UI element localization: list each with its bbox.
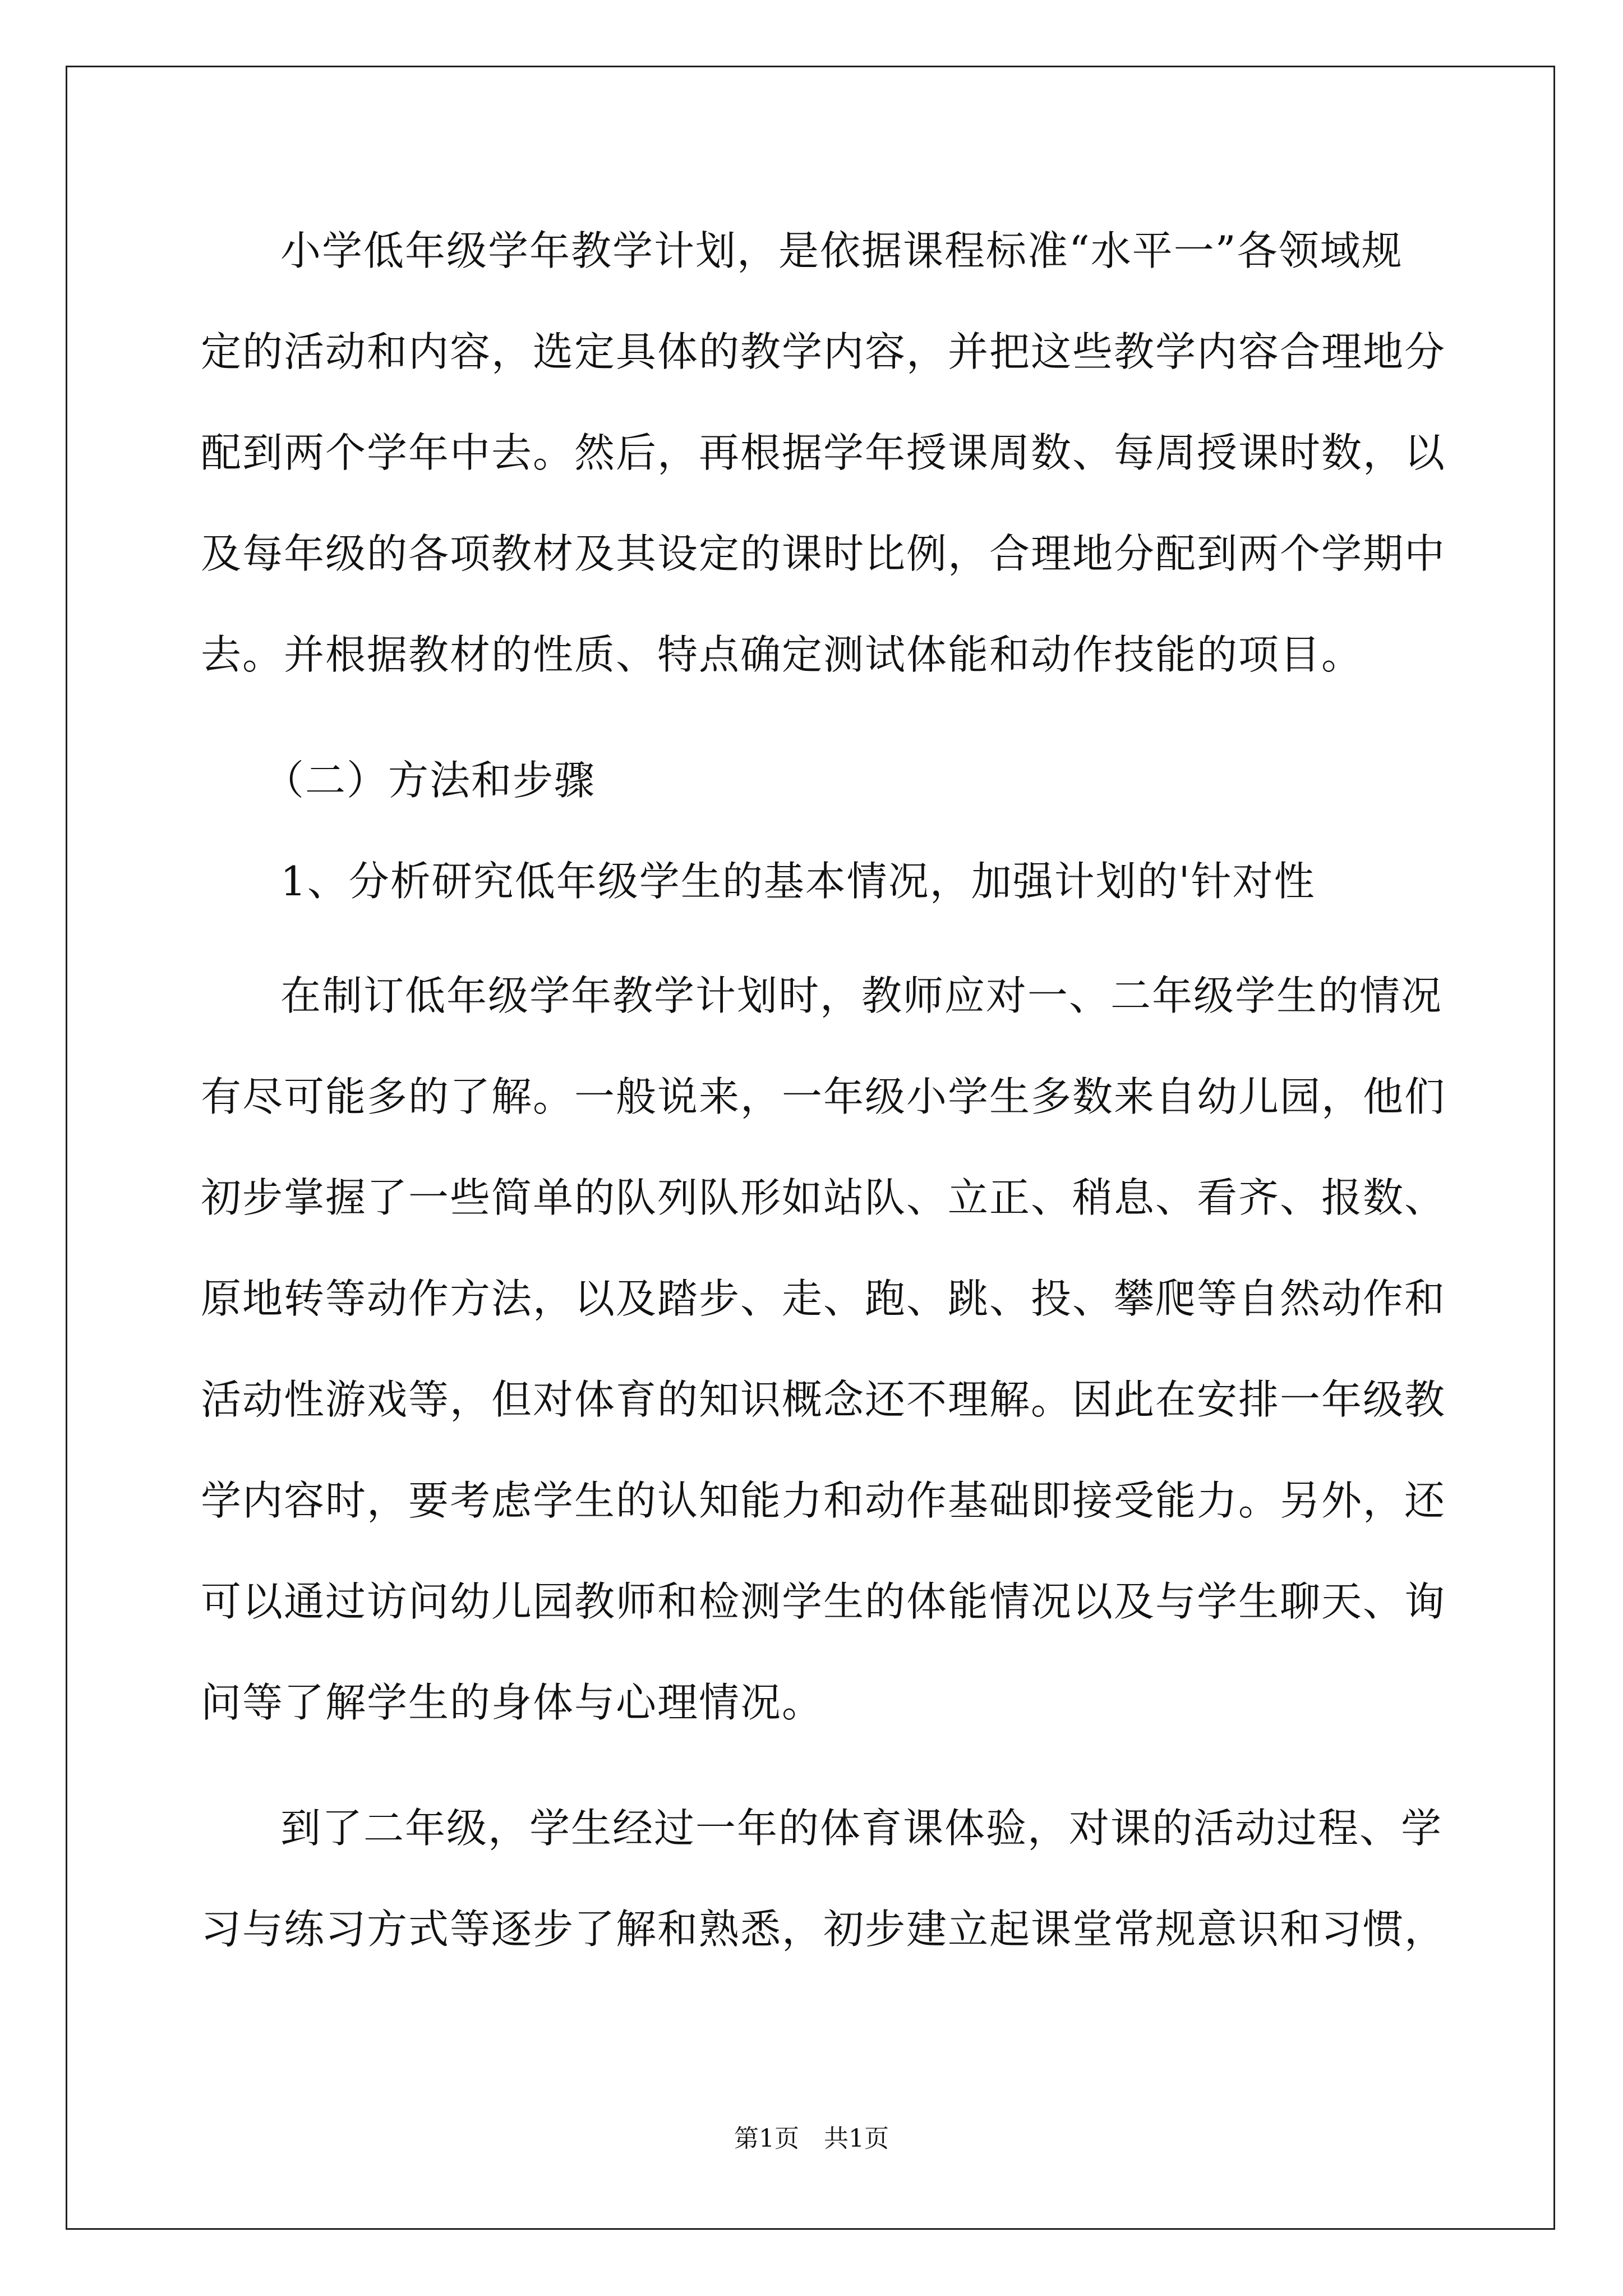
paragraph-line: 活动性游戏等，但对体育的知识概念还不理解。因此在安排一年级教: [201, 1376, 1446, 1423]
paragraph-line: 习与练习方式等逐步了解和熟悉，初步建立起课堂常规意识和习惯，: [201, 1906, 1446, 1953]
paragraph-line: 初步掌握了一些简单的队列队形如站队、立正、稍息、看齐、报数、: [201, 1174, 1446, 1221]
paragraph-line: 学内容时，要考虑学生的认知能力和动作基础即接受能力。另外，还: [201, 1477, 1446, 1524]
paragraph-line: 到了二年级，学生经过一年的体育课体验，对课的活动过程、学: [280, 1805, 1443, 1852]
section-heading: （二）方法和步骤: [264, 757, 596, 804]
paragraph-line: 去。并根据教材的性质、特点确定测试体能和动作技能的项目。: [201, 631, 1363, 678]
page-footer: 第1页 共1页: [734, 2124, 889, 2153]
paragraph-line: 及每年级的各项教材及其设定的课时比例，合理地分配到两个学期中: [201, 530, 1446, 577]
subsection-heading: 1、分析研究低年级学生的基本情况，加强计划的'针对性: [280, 858, 1316, 905]
paragraph-line: 原地转等动作方法，以及踏步、走、跑、跳、投、攀爬等自然动作和: [201, 1275, 1446, 1322]
paragraph-line: 可以通过访问幼儿园教师和检测学生的体能情况以及与学生聊天、询: [201, 1578, 1446, 1625]
paragraph-line: 定的活动和内容，选定具体的教学内容，并把这些教学内容合理地分: [201, 328, 1446, 375]
paragraph-line: 在制订低年级学年教学计划时，教师应对一、二年级学生的情况: [280, 972, 1443, 1019]
paragraph-line: 配到两个学年中去。然后，再根据学年授课周数、每周授课时数，以: [201, 429, 1446, 476]
paragraph-line: 小学低年级学年教学计划，是依据课程标准“水平一”各领域规: [280, 227, 1403, 274]
paragraph-line: 有尽可能多的了解。一般说来，一年级小学生多数来自幼儿园，他们: [201, 1073, 1446, 1120]
paragraph-line: 问等了解学生的身体与心理情况。: [201, 1679, 824, 1726]
